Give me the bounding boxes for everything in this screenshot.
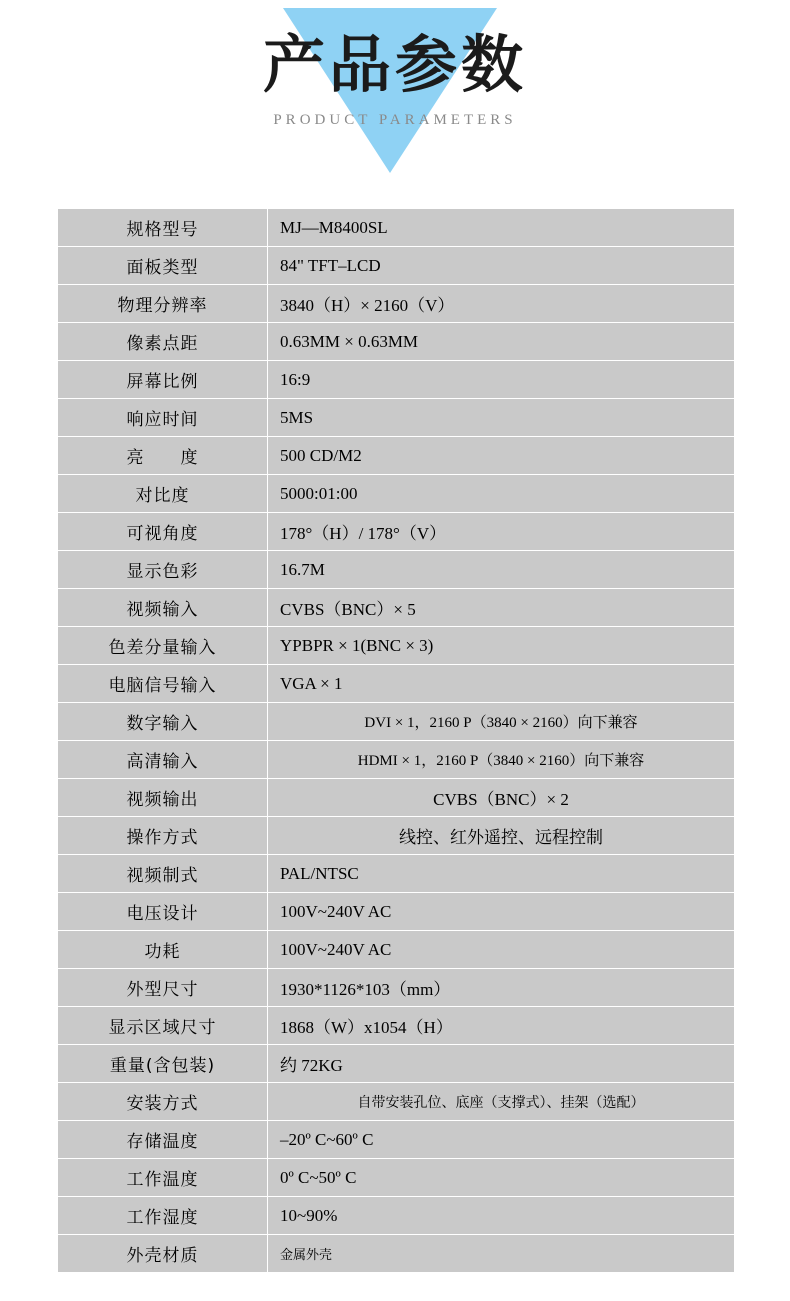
table-row [58,817,735,855]
spec-label: 安装方式 [58,1083,268,1121]
spec-value: 5MS [268,399,735,437]
table-row [58,399,735,437]
table-row [58,589,735,627]
spec-value: 金属外壳 [268,1235,735,1273]
spec-value: 0.63MM × 0.63MM [268,323,735,361]
table-row [58,741,735,779]
spec-label: 对比度 [58,475,268,513]
spec-label: 面板类型 [58,247,268,285]
page-title: 产品参数 [262,28,527,101]
specifications-table [57,208,735,1273]
spec-label: 显示色彩 [58,551,268,589]
table-row [58,1121,735,1159]
table-row [58,1235,735,1273]
table-row [58,703,735,741]
spec-value: CVBS（BNC）× 5 [268,589,735,627]
spec-label: 工作湿度 [58,1197,268,1235]
spec-label: 功耗 [58,931,268,969]
page-header [0,0,790,190]
spec-label: 外壳材质 [58,1235,268,1273]
table-row [58,1007,735,1045]
spec-value: 约 72KG [268,1045,735,1083]
table-row [58,893,735,931]
table-row [58,627,735,665]
table-row [58,1083,735,1121]
page-subtitle: PRODUCT PARAMETERS [273,112,517,128]
specifications-table-body [58,209,735,1273]
spec-label: 电脑信号输入 [58,665,268,703]
spec-value: HDMI × 1，2160 P（3840 × 2160）向下兼容 [268,741,735,779]
table-row [58,855,735,893]
spec-label: 操作方式 [58,817,268,855]
table-row [58,475,735,513]
table-row [58,1159,735,1197]
spec-value: 500 CD/M2 [268,437,735,475]
spec-label: 亮 度 [58,437,268,475]
spec-value: 178°（H）/ 178°（V） [268,513,735,551]
table-row [58,209,735,247]
spec-value: 线控、红外遥控、远程控制 [268,817,735,855]
spec-value: CVBS（BNC）× 2 [268,779,735,817]
spec-label: 屏幕比例 [58,361,268,399]
spec-label: 像素点距 [58,323,268,361]
spec-label: 外型尺寸 [58,969,268,1007]
spec-label: 可视角度 [58,513,268,551]
spec-value: DVI × 1，2160 P（3840 × 2160）向下兼容 [268,703,735,741]
table-row [58,285,735,323]
table-row [58,931,735,969]
table-row [58,779,735,817]
table-row [58,361,735,399]
spec-value: 5000:01:00 [268,475,735,513]
spec-label: 视频制式 [58,855,268,893]
spec-value: 84" TFT–LCD [268,247,735,285]
spec-value: 100V~240V AC [268,893,735,931]
table-row [58,323,735,361]
spec-label: 色差分量输入 [58,627,268,665]
spec-value: 16.7M [268,551,735,589]
spec-value: YPBPR × 1(BNC × 3) [268,627,735,665]
spec-label: 视频输入 [58,589,268,627]
spec-label: 物理分辨率 [58,285,268,323]
spec-value: 1930*1126*103（mm） [268,969,735,1007]
spec-label: 响应时间 [58,399,268,437]
spec-label: 显示区域尺寸 [58,1007,268,1045]
table-row [58,665,735,703]
spec-value: 1868（W）x1054（H） [268,1007,735,1045]
spec-label: 数字输入 [58,703,268,741]
table-row [58,1197,735,1235]
spec-label: 视频输出 [58,779,268,817]
spec-value: 自带安装孔位、底座（支撑式）、挂架（选配） [268,1083,735,1121]
spec-value: 16:9 [268,361,735,399]
spec-label: 规格型号 [58,209,268,247]
spec-label: 工作温度 [58,1159,268,1197]
table-row [58,969,735,1007]
table-row [58,247,735,285]
spec-value: 100V~240V AC [268,931,735,969]
spec-value: 10~90% [268,1197,735,1235]
table-row [58,551,735,589]
spec-label: 重量(含包装) [58,1045,268,1083]
spec-value: PAL/NTSC [268,855,735,893]
table-row [58,513,735,551]
spec-value: 3840（H）× 2160（V） [268,285,735,323]
spec-label: 存储温度 [58,1121,268,1159]
spec-label: 高清输入 [58,741,268,779]
table-row [58,437,735,475]
spec-value: MJ—M8400SL [268,209,735,247]
spec-value: –20º C~60º C [268,1121,735,1159]
spec-value: 0º C~50º C [268,1159,735,1197]
spec-value: VGA × 1 [268,665,735,703]
spec-label: 电压设计 [58,893,268,931]
table-row [58,1045,735,1083]
